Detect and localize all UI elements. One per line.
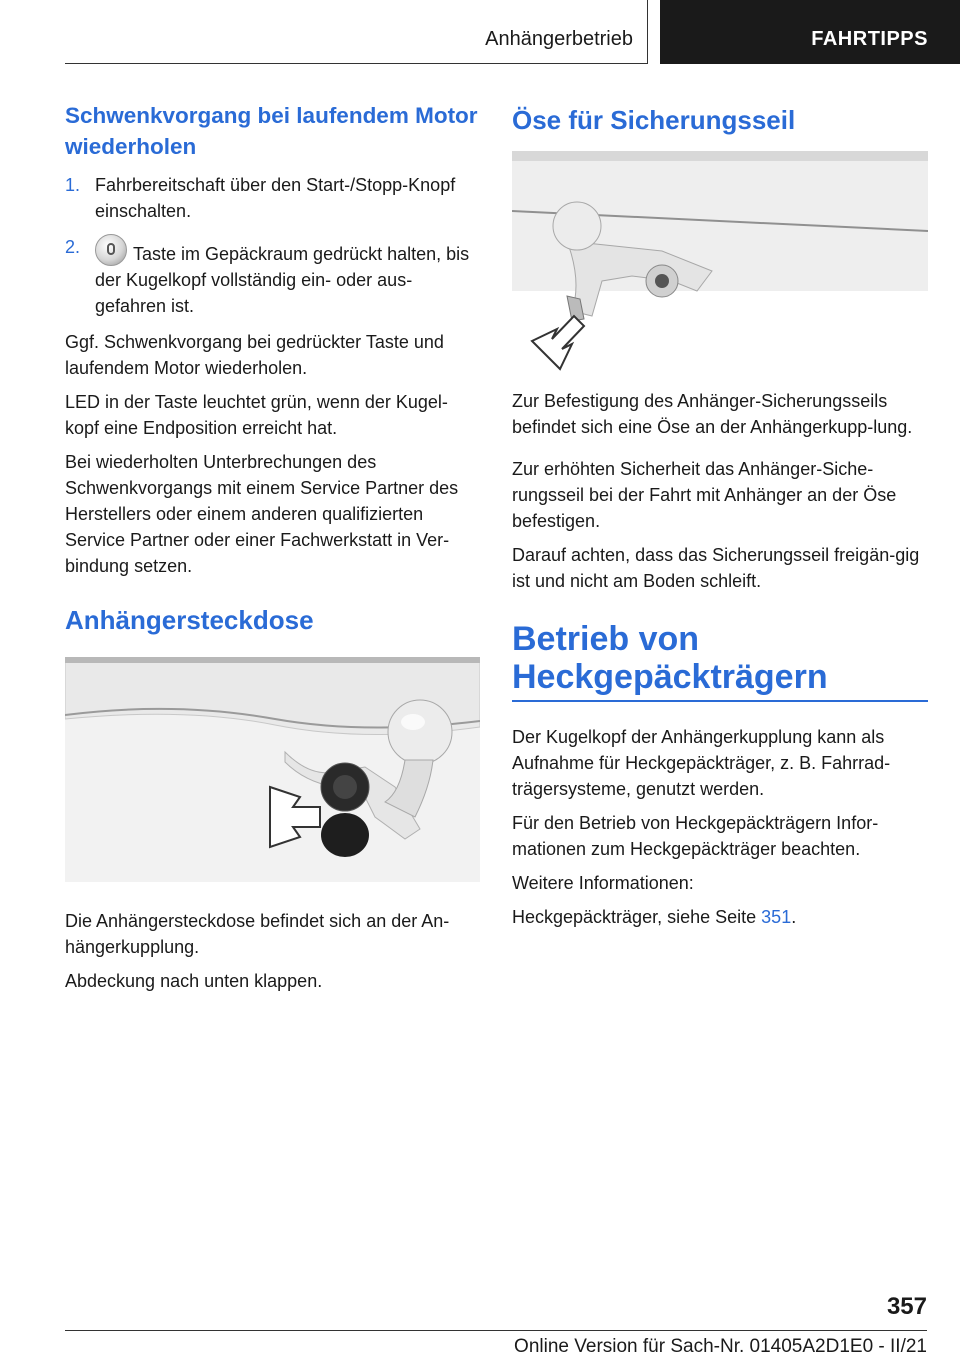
page-link[interactable]: 351 <box>761 907 792 927</box>
paragraph: Darauf achten, dass das Sicherungsseil freigän-gig ist und nicht am Boden schleift. <box>512 545 920 591</box>
paragraph: Für den Betrieb von Heckgepäckträgern Infor-mationen zum Heckgepäckträger beachten. <box>512 813 879 859</box>
footer-text: Online Version für Sach-Nr. 01405A2D1E0 - II/21 <box>514 1336 927 1357</box>
paragraph: Der Kugelkopf der Anhängerkupplung kann als Aufnahme für Heckgepäckträger, z. B. Fahrrad-trägersysteme, genutzt werden. <box>512 727 891 799</box>
safety-eye-image <box>512 151 928 376</box>
page-number: 357 <box>886 1293 927 1320</box>
paragraph: Weitere Informationen: <box>512 873 694 893</box>
paragraph: LED in der Taste leuchtet grün, wenn der Kugel-kopf eine Endposition erreicht hat. <box>65 392 448 438</box>
heading-schwenkvorgang: Schwenkvorgang bei laufendem Motor wiederholen <box>65 103 478 159</box>
step-text <box>95 234 480 319</box>
step-2 <box>65 234 480 319</box>
section-title: Anhängerbetrieb <box>485 28 633 50</box>
heading-anhaengersteckdose: Anhängersteckdose <box>65 605 314 635</box>
paragraph: Abdeckung nach unten klappen. <box>65 971 323 991</box>
right-column <box>512 100 928 938</box>
reference-suffix: . <box>791 907 797 927</box>
step-1 <box>65 172 480 224</box>
paragraph: Bei wiederholten Unterbrechungen des Schwenkvorgangs mit einem Service Partner des Herstellers oder einem anderen qualifizierten Service Partner oder einer Fachwerkstatt in Ver-bindung setzen. <box>65 452 459 576</box>
paragraph: Zur erhöhten Sicherheit das Anhänger-Siche-rungsseil bei der Fahrt mit Anhänger an der Öse befestigen. <box>512 459 897 531</box>
heading-heckgepaecktraeger: Betrieb von Heckgepäckträgern <box>512 620 928 702</box>
paragraph: Ggf. Schwenkvorgang bei gedrückter Taste und laufendem Motor wiederholen. <box>65 332 444 378</box>
trailer-socket-image <box>65 657 480 882</box>
trailer-button-icon <box>95 234 127 266</box>
footer-divider <box>65 1330 927 1331</box>
step-number: 2. <box>65 237 81 257</box>
reference-line <box>512 904 928 930</box>
paragraph: Zur Befestigung des Anhänger-Sicherungsseils befindet sich eine Öse an der Anhängerkupp-lung. <box>512 391 913 437</box>
step-2-text: Taste im Gepäckraum gedrückt halten, bis der Kugelkopf vollständig ein- oder aus-gefahren ist. <box>95 244 470 316</box>
step-text: Fahrbereitschaft über den Start-/Stopp-Knopf einschalten. <box>95 175 456 221</box>
header-section-box <box>65 0 648 64</box>
paragraph: Die Anhängersteckdose befindet sich an der An-hängerkupplung. <box>65 911 450 957</box>
heading-oese: Öse für Sicherungsseil <box>512 105 796 135</box>
step-number: 1. <box>65 175 81 195</box>
chapter-title: FAHRTIPPS <box>811 28 928 50</box>
reference-text: Heckgepäckträger, siehe Seite <box>512 907 757 927</box>
chapter-tab <box>660 0 960 64</box>
left-column <box>65 100 480 1002</box>
